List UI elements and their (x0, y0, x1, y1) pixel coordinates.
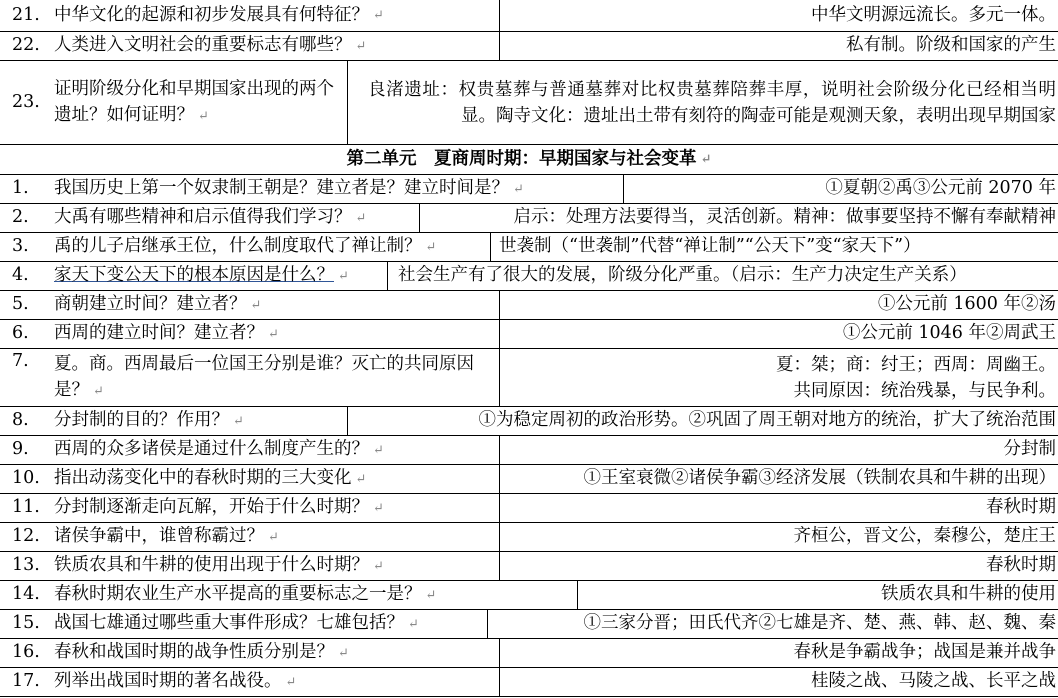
question-text: 战国七雄通过哪些重大事件形成？七雄包括？ (54, 613, 404, 634)
question-cell (0, 233, 491, 261)
answer-cell (499, 349, 1058, 406)
answer-text: ①为稳定周初的政治形势。②巩固了周王朝对地方的统治，扩大了统治范围 (478, 410, 1056, 431)
table-row (0, 349, 1058, 407)
question-number: 15. (12, 613, 40, 634)
paragraph-mark-icon: ↵ (198, 108, 209, 124)
paragraph-mark-icon: ↵ (93, 383, 104, 399)
answer-text: ①公元前 1046 年②周武王 (842, 323, 1056, 344)
table-row (0, 61, 1058, 145)
answer-text: 分封制 (1003, 439, 1056, 460)
table-row (0, 581, 1058, 610)
answer-cell (419, 204, 1058, 232)
question-text: 诸侯争霸中，谁曾称霸过？ (54, 526, 264, 547)
paragraph-mark-icon: ↵ (355, 38, 367, 54)
question-cell (0, 552, 500, 580)
question-number: 1. (12, 178, 29, 199)
question-cell (0, 465, 500, 493)
table-row (0, 204, 1058, 233)
question-text: 春秋时期农业生产水平提高的重要标志之一是？ (54, 584, 422, 605)
question-text: 分封制的目的？作用？ (54, 410, 229, 431)
question-number: 11. (12, 497, 40, 518)
question-text: 家天下变公天下的根本原因是什么？ (54, 265, 334, 286)
table-row (0, 436, 1058, 465)
answer-text: 春秋时期 (986, 555, 1056, 576)
answer-cell (623, 175, 1058, 203)
question-cell (0, 581, 578, 609)
table-row (0, 610, 1058, 639)
table-row (0, 262, 1058, 291)
answer-text: 社会生产有了很大的发展，阶级分化严重。（启示：生产力决定生产关系） (398, 265, 967, 286)
paragraph-mark-icon: ↵ (700, 152, 712, 167)
answer-text: ①夏朝②禹③公元前 2070 年 (825, 178, 1056, 199)
table-row (0, 494, 1058, 523)
answer-cell (487, 610, 1058, 638)
question-text: 春秋和战国时期的战争性质分别是？ (54, 642, 334, 663)
question-number: 17. (12, 671, 40, 692)
table-row (0, 0, 1058, 32)
question-number: 3. (12, 236, 29, 257)
question-cell (0, 494, 500, 522)
answer-cell (387, 262, 1058, 290)
question-text: 分封制逐渐走向瓦解，开始于什么时期？ (54, 497, 369, 518)
answer-text-line-2: 共同原因：统治残暴，与民争利。 (793, 380, 1056, 401)
paragraph-mark-icon: ↵ (425, 239, 437, 255)
answer-cell (499, 0, 1058, 31)
question-number: 8. (12, 410, 29, 431)
answer-text: ①王室衰微②诸侯争霸③经济发展（铁制农具和牛耕的出现） (583, 468, 1056, 489)
paragraph-mark-icon: ↵ (338, 645, 349, 661)
question-text: 指出动荡变化中的春秋时期的三大变化 (54, 468, 352, 489)
table-row (0, 291, 1058, 320)
question-number: 10. (12, 468, 40, 489)
table-row (0, 465, 1058, 494)
question-number: 6. (12, 323, 29, 344)
question-text: 我国历史上第一个奴隶制王朝是？建立者是？建立时间是？ (54, 178, 509, 199)
answer-cell (499, 523, 1058, 551)
question-text: 铁质农具和牛耕的使用出现于什么时期？ (54, 555, 369, 576)
question-number: 14. (12, 584, 40, 605)
question-number: 22. (12, 35, 40, 56)
question-cell (0, 639, 500, 667)
question-text: 列举出战国时期的著名战役。 (54, 671, 282, 692)
answer-cell (499, 465, 1058, 493)
question-cell (0, 204, 420, 232)
table-row (0, 523, 1058, 552)
answer-cell (577, 581, 1058, 609)
unit-heading (0, 145, 1058, 175)
paragraph-mark-icon: ↵ (338, 268, 349, 284)
question-number: 16. (12, 642, 40, 663)
answer-text: 良渚遗址：权贵墓葬与普通墓葬对比权贵墓葬陪葬丰厚，说明社会阶级分化已经相当明显。陶寺文化：遗址出土带有刻符的陶壶可能是观测天象，表明出现早期国家 (368, 79, 1056, 126)
question-cell (0, 436, 500, 464)
table-row (0, 407, 1058, 436)
answer-cell (499, 552, 1058, 580)
answer-cell (347, 407, 1058, 435)
table-row (0, 639, 1058, 668)
table-row (0, 175, 1058, 204)
paragraph-mark-icon: ↵ (268, 326, 279, 342)
paragraph-mark-icon: ↵ (285, 674, 297, 690)
question-number: 12. (12, 526, 40, 547)
question-cell (0, 61, 348, 144)
question-text: 西周的众多诸侯是通过什么制度产生的？ (54, 439, 369, 460)
question-text: 人类进入文明社会的重要标志有哪些？ (54, 35, 352, 56)
answer-text: 启示：处理方法要得当，灵活创新。精神：做事要坚持不懈有奉献精神 (513, 207, 1056, 228)
unit-heading-text: 第二单元 夏商周时期：早期国家与社会变革 (346, 148, 697, 169)
answer-cell (499, 639, 1058, 667)
question-text: 夏。商。西周最后一位国王分别是谁？灭亡的共同原因是？ ↵ (54, 353, 474, 400)
table-row (0, 233, 1058, 262)
question-number: 7. (12, 351, 29, 371)
question-cell (0, 32, 500, 60)
question-text: 证明阶级分化和早期国家出现的两个遗址？如何证明？ ↵ (54, 78, 334, 125)
answer-text: 春秋是争霸战争；战国是兼并战争 (793, 642, 1056, 663)
question-cell (0, 349, 500, 406)
answer-text: 世袭制（“世袭制”代替“禅让制”“公天下”变“家天下”） (499, 236, 921, 257)
paragraph-mark-icon: ↵ (373, 442, 384, 458)
answer-cell (499, 494, 1058, 522)
question-cell (0, 0, 500, 31)
paragraph-mark-icon: ↵ (373, 558, 384, 574)
paragraph-mark-icon: ↵ (373, 8, 384, 23)
paragraph-mark-icon: ↵ (373, 500, 384, 516)
paragraph-mark-icon: ↵ (408, 616, 419, 632)
answer-text: 私有制。阶级和国家的产生 (846, 35, 1056, 56)
question-number: 21. (12, 4, 40, 25)
question-number: 2. (12, 207, 29, 228)
answer-cell (499, 320, 1058, 348)
question-text: 西周的建立时间？建立者？ (54, 323, 264, 344)
answer-text: 齐桓公，晋文公，秦穆公，楚庄王 (793, 526, 1056, 547)
question-text: 中华文化的起源和初步发展具有何特征？ (54, 4, 369, 25)
question-number: 13. (12, 555, 40, 576)
paragraph-mark-icon: ↵ (268, 529, 279, 545)
question-text: 禹的儿子启继承王位，什么制度取代了禅让制？ (54, 236, 422, 257)
answer-text: 桂陵之战、马陵之战、长平之战 (811, 671, 1056, 692)
question-cell (0, 262, 388, 290)
question-number: 9. (12, 439, 29, 460)
question-cell (0, 291, 500, 319)
answer-text: ①公元前 1600 年②汤 (877, 294, 1056, 315)
answer-text: 铁质农具和牛耕的使用 (881, 584, 1056, 605)
question-cell (0, 407, 348, 435)
answer-cell (347, 61, 1058, 144)
answer-cell (490, 233, 1058, 261)
paragraph-mark-icon: ↵ (250, 297, 262, 313)
answer-text: 中华文明源远流长。多元一体。 (811, 4, 1056, 25)
paragraph-mark-icon: ↵ (233, 413, 244, 429)
answer-text-line-1: 夏：桀；商：纣王；西周：周幽王。 (776, 354, 1056, 375)
answer-text: 春秋时期 (986, 497, 1056, 518)
table-row (0, 668, 1058, 697)
answer-cell (499, 32, 1058, 60)
table-row (0, 552, 1058, 581)
paragraph-mark-icon: ↵ (425, 587, 437, 603)
question-cell (0, 175, 624, 203)
question-text: 商朝建立时间？建立者？ (54, 294, 247, 315)
answer-cell (499, 291, 1058, 319)
question-cell (0, 320, 500, 348)
question-text: 大禹有哪些精神和启示值得我们学习？ (54, 207, 352, 228)
answer-cell (499, 436, 1058, 464)
table-row (0, 320, 1058, 349)
question-cell (0, 668, 500, 696)
paragraph-mark-icon: ↵ (355, 471, 367, 487)
question-cell (0, 610, 488, 638)
question-cell (0, 523, 500, 551)
question-number: 4. (12, 265, 29, 286)
answer-cell (499, 668, 1058, 696)
question-number: 5. (12, 294, 29, 315)
table-row (0, 32, 1058, 61)
paragraph-mark-icon: ↵ (513, 181, 524, 197)
question-number: 23. (12, 91, 40, 112)
answer-text: ①三家分晋；田氏代齐②七雄是齐、楚、燕、韩、赵、魏、秦 (583, 613, 1056, 634)
paragraph-mark-icon: ↵ (355, 210, 367, 226)
